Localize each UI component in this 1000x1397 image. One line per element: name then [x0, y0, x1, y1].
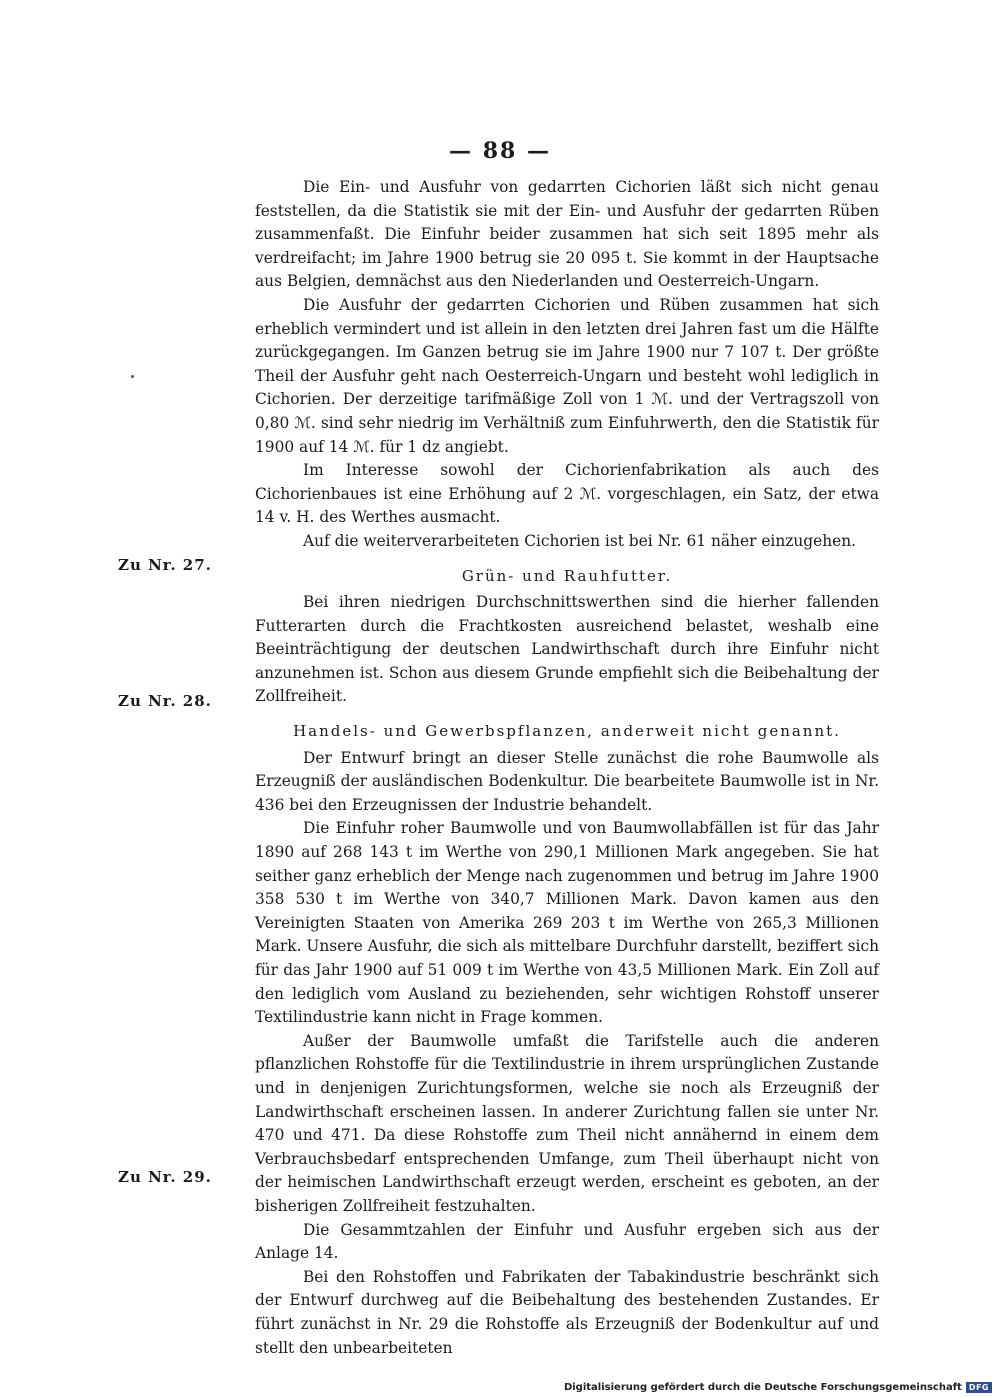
paragraph: Bei den Rohstoffen und Fabrikaten der Tabakindustrie beschränkt sich der Entwurf durchweg auf die Beibehaltung des bestehenden Zustandes. Er führt zunächst in Nr. 29 die Rohstoffe als Erzeugniß der Bodenkultur auf und stellt den unbearbeiteten	[255, 1267, 879, 1357]
paragraph: Außer der Baumwolle umfaßt die Tarifstelle auch die anderen pflanzlichen Rohstoffe für die Textilindustrie in ihrem ursprünglichen Zustande und in denjenigen Zurichtungsformen, welche sie noch als Erzeugniß der Landwirthschaft erscheinen lassen. In anderer Zurichtung fallen sie unter Nr. 470 und 471. Da diese Rohstoffe zum Theil nicht annähernd in einem dem Verbrauchsbedarf entsprechenden Umfange, zum Theil überhaupt nicht von der heimischen Landwirthschaft erzeugt werden, erscheint es geboten, an der bisherigen Zollfreiheit festzuhalten.	[255, 1031, 879, 1215]
margin-note-nr28: Zu Nr. 28.	[118, 692, 212, 710]
footer-credit	[564, 1382, 992, 1393]
paragraph: Die Einfuhr roher Baumwolle und von Baumwollabfällen ist für das Jahr 1890 auf 268 143 t im Werthe von 290,1 Millionen Mark angegeben. Sie hat seither ganz erheblich der Menge nach zugenommen und betrug im Jahre 1900 358 530 t im Werthe von 340,7 Millionen Mark. Davon kamen aus den Vereinigten Staaten von Amerika 269 203 t im Werthe von 265,3 Millionen Mark. Unsere Ausfuhr, die sich als mittelbare Durchfuhr darstellt, beziffert sich für das Jahr 1900 auf 51 009 t im Werthe von 43,5 Millionen Mark. Ein Zoll auf den lediglich vom Ausland zu beziehenden, sehr wichtigen Rohstoff unserer Textilindustrie kann nicht in Frage kommen.	[255, 819, 879, 1027]
footer-text: Digitalisierung gefördert durch die Deutsche Forschungsgemeinschaft	[563, 1382, 962, 1393]
margin-note-nr27: Zu Nr. 27.	[118, 556, 212, 574]
body-text	[255, 176, 879, 1360]
paragraph: Die Ausfuhr der gedarrten Cichorien und Rüben zusammen hat sich erheblich vermindert und ist allein in den letzten drei Jahren fast um die Hälfte zurückgegangen. Im Ganzen betrug sie im Jahre 1900 nur 7 107 t. Der größte Theil der Ausfuhr geht nach Oesterreich-Ungarn und besteht wohl lediglich in Cichorien. Der derzeitige tarifmäßige Zoll von 1 ℳ. und der Vertragszoll von 0,80 ℳ. sind sehr niedrig im Verhältniß zum Einfuhrwerth, den die Statistik für 1900 auf 14 ℳ. für 1 dz angiebt.	[255, 295, 879, 456]
margin-dot	[131, 375, 134, 378]
paragraph: Die Gesammtzahlen der Einfuhr und Ausfuhr ergeben sich aus der Anlage 14.	[255, 1220, 879, 1263]
paragraph: Im Interesse sowohl der Cichorienfabrikation als auch des Cichorienbaues ist eine Erhöhung auf 2 ℳ. vorgeschlagen, ein Satz, der etwa 14 v. H. des Werthes ausmacht.	[255, 461, 879, 527]
section-heading-gruen: Grün- und Rauhfutter.	[461, 566, 673, 585]
dfg-logo-icon: DFG	[966, 1382, 992, 1393]
paragraph: Bei ihren niedrigen Durchschnittswerthen sind die hierher fallenden Futterarten durch die Frachtkosten ausreichend belastet, weshalb eine Beeinträchtigung der deutschen Landwirthschaft durch ihre Einfuhr nicht anzunehmen ist. Schon aus diesem Grunde empfiehlt sich die Beibehaltung der Zollfreiheit.	[255, 593, 879, 706]
margin-note-nr29: Zu Nr. 29.	[118, 1168, 212, 1186]
paragraph: Der Entwurf bringt an dieser Stelle zunächst die rohe Baumwolle als Erzeugniß der ausländischen Bodenkultur. Die bearbeitete Baumwolle ist in Nr. 436 bei den Erzeugnissen der Industrie behandelt.	[255, 748, 879, 814]
section-heading-handels: Handels- und Gewerbspflanzen, anderweit nicht genannt.	[293, 722, 841, 741]
paragraph: Auf die weiterverarbeiteten Cichorien ist bei Nr. 61 näher einzugehen.	[303, 531, 857, 550]
page-number: — 88 —	[449, 138, 551, 164]
paragraph: Die Ein- und Ausfuhr von gedarrten Cichorien läßt sich nicht genau feststellen, da die Statistik sie mit der Ein- und Ausfuhr der gedarrten Rüben zusammenfaßt. Die Einfuhr beider zusammen hat sich seit 1895 mehr als verdreifacht; im Jahre 1900 betrug sie 20 095 t. Sie kommt in der Hauptsache aus Belgien, demnächst aus den Niederlanden und Oesterreich-Ungarn.	[255, 178, 879, 291]
